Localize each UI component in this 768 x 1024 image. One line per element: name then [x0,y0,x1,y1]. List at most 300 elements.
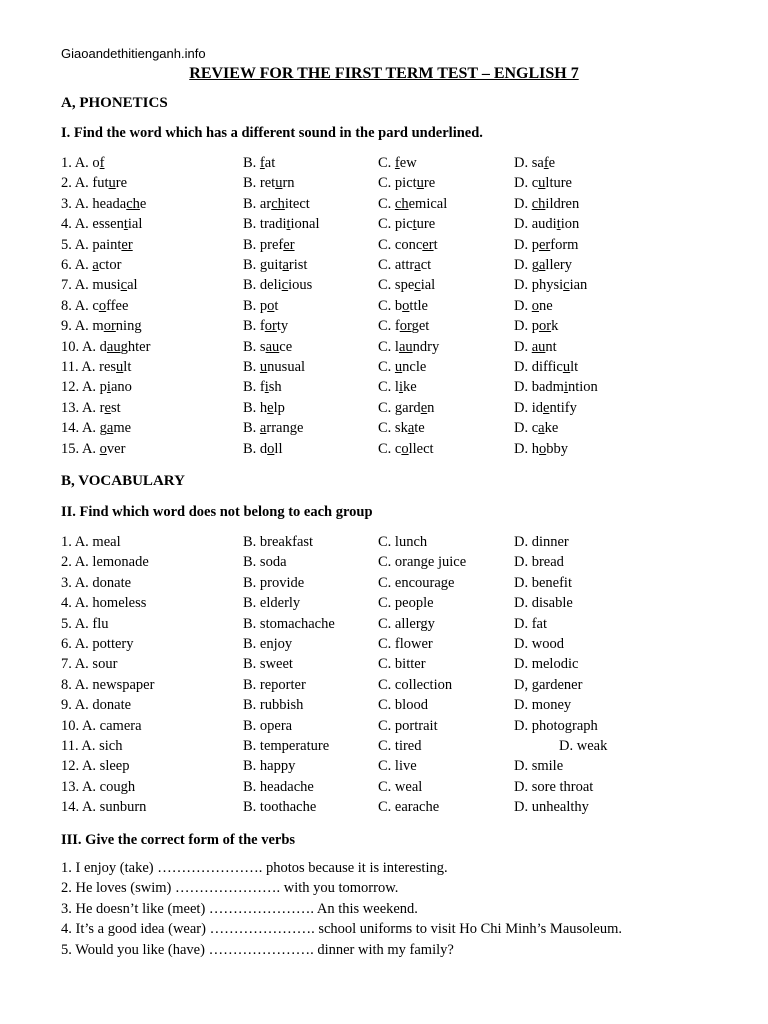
option-text: e [548,155,556,171]
vocabulary-option: B. sweet [243,656,293,673]
phonetics-option [61,175,127,192]
phonetics-option [61,216,142,233]
vocabulary-option: D. disable [514,595,573,612]
option-text: itect [284,195,310,212]
option-text: ct [420,257,432,273]
vocabulary-option: B. elderly [243,595,301,612]
phonetics-option [61,257,121,274]
option-text: D. p [514,236,539,253]
option-text: 8. A. c [61,297,99,314]
option-text: me [113,420,132,437]
underlined-sound: u [416,175,424,192]
option-text: bby [546,440,568,457]
vocabulary-option: 12. A. sleep [61,758,130,775]
phonetics-option [243,155,275,172]
verb-exercise-item: 2. He loves (swim) …………………. with you tomorrow. [61,880,399,897]
option-text: llect [408,440,434,457]
option-text: at [264,155,276,171]
underlined-sound: or [399,318,412,335]
vocabulary-option: B. stomachache [243,615,335,632]
underlined-sound: u [108,175,116,192]
option-text: D. [514,297,532,314]
option-text: t [274,297,279,314]
underlined-sound: u [116,359,124,375]
underlined-sound: or [264,318,277,335]
vocabulary-option: B. soda [243,554,287,571]
vocabulary-option: D. smile [514,758,564,775]
phonetics-option [378,277,435,294]
phonetics-option [378,359,426,376]
option-text: e [139,195,147,212]
phonetics-option [243,318,288,335]
option-text: C. b [378,297,403,314]
option-text: D. c [514,420,539,437]
option-text: B. ret [243,175,276,192]
option-text: 2. A. fut [61,175,109,192]
underlined-sound: a [538,420,545,437]
underlined-sound: e [104,399,111,416]
option-text: B. ar [243,195,272,212]
phonetics-option [378,216,435,233]
phonetics-option [378,237,438,254]
option-text: ional [290,216,320,233]
phonetics-option [243,420,303,437]
option-text: ntify [549,399,577,416]
vocabulary-option: 14. A. sunburn [61,799,147,816]
option-text: C. [378,155,395,171]
option-text: D. physi [514,277,564,294]
option-text: 13. A. r [61,399,105,416]
vocabulary-option: D. money [514,697,572,714]
option-text: B. tradi [243,216,287,233]
option-text: C. c [378,440,402,457]
option-text: emical [408,195,448,212]
underlined-sound: au [265,338,280,355]
phonetics-option [514,257,572,274]
option-text: D. badm [514,379,564,396]
option-text: ial [420,277,436,294]
option-text: 7. A. musi [61,277,121,294]
option-text: rn [282,175,295,192]
option-text: lt [123,359,132,375]
phonetics-option [61,196,146,213]
option-text: C. f [378,318,400,335]
underlined-sound: u [394,359,403,375]
part2-instruction: II. Find which word does not belong to each group [61,504,373,520]
option-text: 5. A. paint [61,236,122,253]
option-text: C. spe [378,277,415,294]
underlined-sound: t [286,216,291,233]
option-text: B. f [243,379,265,396]
underlined-sound: i [398,379,403,396]
phonetics-option [514,359,578,376]
option-text: C. pict [378,175,417,192]
underlined-sound: f [394,155,400,171]
underlined-sound: a [92,257,99,273]
vocabulary-option: C. collection [378,676,453,693]
vocabulary-option: 5. A. flu [61,615,109,632]
vocabulary-option: C. weal [378,778,423,795]
verb-exercise-item: 3. He doesn’t like (meet) …………………. An this weekend. [61,900,418,917]
vocabulary-option: C. orange juice [378,554,467,571]
phonetics-option [243,400,285,417]
underlined-sound: ch [531,195,546,212]
phonetics-option [61,379,132,396]
option-text: ctor [98,257,122,273]
underlined-sound: u [562,359,571,375]
vocabulary-option: D. fat [514,615,548,632]
underlined-sound: t [123,216,128,233]
vocabulary-option: D. sore throat [514,778,594,795]
option-text: D. id [514,399,543,416]
option-text: 15. A. [61,440,100,457]
option-text: ffee [106,297,129,314]
phonetics-option [61,441,125,458]
phonetics-option [378,441,434,458]
vocabulary-option: C. portrait [378,717,438,734]
underlined-sound: i [563,379,568,396]
option-text: D. c [514,175,539,192]
option-text: 3. A. heada [61,195,127,212]
option-text: D. diffic [514,359,563,375]
option-text: B. p [243,297,268,314]
vocabulary-option: B. toothache [243,799,317,816]
phonetics-option [61,237,133,254]
vocabulary-option: D. melodic [514,656,579,673]
vocabulary-option: C. lunch [378,534,428,550]
underlined-sound: c [281,277,289,294]
part1-instruction: I. Find the word which has a different sound in the pard underlined. [61,125,483,141]
option-text: C. pic [378,216,413,233]
option-text: nusual [267,359,306,375]
option-text: B. h [243,399,268,416]
option-text: ne [538,297,553,314]
option-text: te [414,420,425,437]
vocabulary-option: D. weak [559,738,608,754]
option-text: st [110,399,121,416]
underlined-sound: au [531,338,546,355]
option-text: n [427,399,435,416]
option-text: C. l [378,379,399,396]
underlined-sound: o [267,297,275,314]
option-text: D. h [514,440,539,457]
option-text: ver [106,440,126,457]
underlined-sound: c [120,277,128,294]
underlined-sound: i [264,379,269,396]
option-text: get [411,318,430,335]
option-text: lp [273,399,285,416]
underlined-sound: i [106,379,111,396]
vocabulary-option: 6. A. pottery [61,636,134,652]
vocabulary-option: C. tired [378,738,422,754]
section-vocabulary-heading: B, VOCABULARY [61,473,185,489]
underlined-sound: u [259,359,268,375]
option-text: ious [288,277,313,294]
option-text: ghter [120,338,151,355]
option-text: B. d [243,440,268,457]
option-text: ke [402,379,417,396]
phonetics-option [243,441,282,458]
phonetics-option [243,339,292,356]
phonetics-option [378,298,428,315]
underlined-sound: er [538,236,551,253]
phonetics-option [243,298,278,315]
underlined-sound: er [422,236,434,253]
option-text: D. audi [514,216,557,233]
option-text: lture [545,175,572,192]
vocabulary-option: B. opera [243,717,293,734]
underlined-sound: a [106,420,114,437]
phonetics-option [378,420,425,437]
underlined-sound: e [543,399,550,416]
underlined-sound: o [531,297,539,314]
underlined-sound: o [401,440,409,457]
verb-exercise-item: 1. I enjoy (take) …………………. photos because it is interesting. [61,860,448,876]
phonetics-option [514,237,578,254]
phonetics-option [378,175,435,192]
option-text: nt [545,338,557,355]
option-text: ew [399,155,417,171]
phonetics-option [378,155,417,172]
option-text: ce [279,338,293,355]
option-text: ttle [409,297,428,314]
option-text: ll [274,440,283,457]
part3-instruction: III. Give the correct form of the verbs [61,832,296,848]
underlined-sound: e [420,399,428,416]
phonetics-option [61,298,128,315]
phonetics-option [514,155,555,172]
vocabulary-option: C. encourage [378,574,455,591]
phonetics-option [378,339,439,356]
vocabulary-option: C. flower [378,636,433,652]
phonetics-option [243,379,282,396]
option-text: C. conc [378,236,423,253]
vocabulary-option: C. blood [378,697,428,714]
underlined-sound: u [538,175,546,192]
option-text: 10. A. d [61,338,107,355]
vocabulary-option: 8. A. newspaper [61,676,155,693]
option-text: lt [570,359,579,375]
vocabulary-option: C. live [378,758,417,775]
underlined-sound: o [538,440,547,457]
option-text: B. [243,420,260,437]
phonetics-option [514,298,553,315]
option-text: 4. A. essen [61,216,124,233]
underlined-sound: o [98,297,107,314]
vocabulary-option: 2. A. lemonade [61,554,149,571]
phonetics-option [514,400,577,417]
option-text: ian [569,277,588,294]
phonetics-option [514,196,579,213]
phonetics-option [61,420,131,437]
option-text: C. attr [378,257,415,273]
option-text: B. f [243,318,265,335]
phonetics-option [514,441,568,458]
vocabulary-option: 1. A. meal [61,534,121,550]
site-name: Giaoandethitienganh.info [61,46,206,61]
option-text: D. p [514,318,539,335]
phonetics-option [243,175,295,192]
vocabulary-option: D. benefit [514,574,572,591]
option-text: ion [560,216,580,233]
phonetics-option [61,277,138,294]
option-text: D. sa [514,155,544,171]
phonetics-option [514,420,558,437]
phonetics-option [243,216,320,233]
phonetics-option [61,359,131,376]
underlined-sound: c [414,277,421,294]
page-title: REVIEW FOR THE FIRST TERM TEST – ENGLISH 7 [189,65,579,82]
option-text: ty [276,318,289,335]
vocabulary-option: B. rubbish [243,697,304,714]
underlined-sound: f [99,155,105,171]
phonetics-option [61,318,142,335]
vocabulary-option: B. enjoy [243,636,293,652]
underlined-sound: a [282,257,289,273]
underlined-sound: c [563,277,570,294]
underlined-sound: e [267,399,274,416]
vocabulary-option: 7. A. sour [61,656,118,673]
underlined-sound: o [99,440,107,457]
phonetics-option [378,257,431,274]
vocabulary-option: D. photograph [514,717,598,734]
option-text: ano [110,379,132,396]
vocabulary-option: B. temperature [243,738,330,754]
underlined-sound: u [275,175,283,192]
phonetics-option [378,318,429,335]
vocabulary-option: B. reporter [243,676,306,693]
underlined-sound: or [538,318,552,335]
option-text: C. sk [378,420,408,437]
option-text: D. [514,195,532,212]
phonetics-option [514,216,579,233]
phonetics-option [61,155,105,172]
phonetics-option [243,359,305,376]
option-text: re [423,175,436,192]
phonetics-option [243,196,310,213]
underlined-sound: a [259,420,267,437]
underlined-sound: or [103,318,116,335]
vocabulary-option: B. provide [243,574,305,591]
option-text: t [433,236,438,253]
phonetics-option [61,339,150,356]
vocabulary-option: C. earache [378,799,440,816]
phonetics-option [243,277,312,294]
vocabulary-option: B. headache [243,778,314,795]
section-phonetics-heading: A, PHONETICS [61,95,168,111]
option-text: D. [514,338,532,355]
underlined-sound: a [407,420,415,437]
vocabulary-option: 11. A. sich [61,738,123,754]
phonetics-option [61,400,121,417]
underlined-sound: o [267,440,275,457]
option-text: ial [127,216,143,233]
option-text: k [551,318,559,335]
option-text: 11. A. res [61,359,117,375]
vocabulary-option: B. happy [243,758,296,775]
vocabulary-option: D. dinner [514,534,569,550]
underlined-sound: ch [126,195,140,212]
option-text: B. [243,359,260,375]
vocabulary-option: D. unhealthy [514,799,589,816]
option-text: C. gard [378,399,421,416]
option-text: rist [288,257,308,273]
underlined-sound: t [412,216,417,233]
vocabulary-option: 10. A. camera [61,717,142,734]
underlined-sound: ch [394,195,409,212]
option-text: C. [378,195,395,212]
option-text: 9. A. m [61,318,104,335]
underlined-sound: a [538,257,546,273]
vocabulary-option: 3. A. donate [61,574,132,591]
option-text: B. guit [243,257,283,273]
vocabulary-option: D. wood [514,636,564,652]
option-text: B. deli [243,277,282,294]
option-text: 14. A. g [61,420,107,437]
vocabulary-option: 9. A. donate [61,697,132,714]
option-text: B. [243,155,260,171]
phonetics-option [243,257,307,274]
underlined-sound: o [402,297,410,314]
phonetics-option [514,379,598,396]
underlined-sound: f [543,155,549,171]
phonetics-option [378,379,417,396]
option-text: D. g [514,257,539,273]
option-text: sh [268,379,282,396]
vocabulary-option: D, gardener [514,676,583,693]
underlined-sound: f [259,155,265,171]
option-text: ning [115,318,142,335]
option-text: ndry [412,338,440,355]
option-text: 12. A. p [61,379,107,396]
option-text: C. l [378,338,399,355]
phonetics-option [514,339,557,356]
phonetics-option [514,175,572,192]
underlined-sound: ch [271,195,285,212]
option-text: rrange [266,420,304,437]
vocabulary-option: 4. A. homeless [61,595,147,612]
phonetics-option [378,196,447,213]
option-text: ure [416,216,436,233]
option-text: 6. A. [61,257,93,273]
option-text: ke [544,420,559,437]
option-text: re [115,175,128,192]
vocabulary-option: 13. A. cough [61,778,136,795]
vocabulary-option: B. breakfast [243,534,314,550]
underlined-sound: au [106,338,121,355]
vocabulary-option: C. bitter [378,656,426,673]
option-text: ncle [402,359,427,375]
option-text: C. [378,359,395,375]
vocabulary-option: C. people [378,595,434,612]
verb-exercise-item: 5. Would you like (have) …………………. dinner with my family? [61,941,454,958]
option-text: llery [545,257,572,273]
underlined-sound: t [556,216,561,233]
verb-exercise-item: 4. It’s a good idea (wear) …………………. school uniforms to visit Ho Chi Minh’s Mausoleum. [61,921,623,938]
underlined-sound: a [414,257,421,273]
option-text: form [550,236,579,253]
phonetics-option [378,400,434,417]
option-text: al [127,277,138,294]
option-text: B. pref [243,236,284,253]
phonetics-option [514,318,558,335]
underlined-sound: er [283,236,295,253]
option-text: ildren [545,195,580,212]
vocabulary-option: D. bread [514,554,564,571]
phonetics-option [243,237,295,254]
option-text: ntion [567,379,598,396]
phonetics-option [514,277,587,294]
